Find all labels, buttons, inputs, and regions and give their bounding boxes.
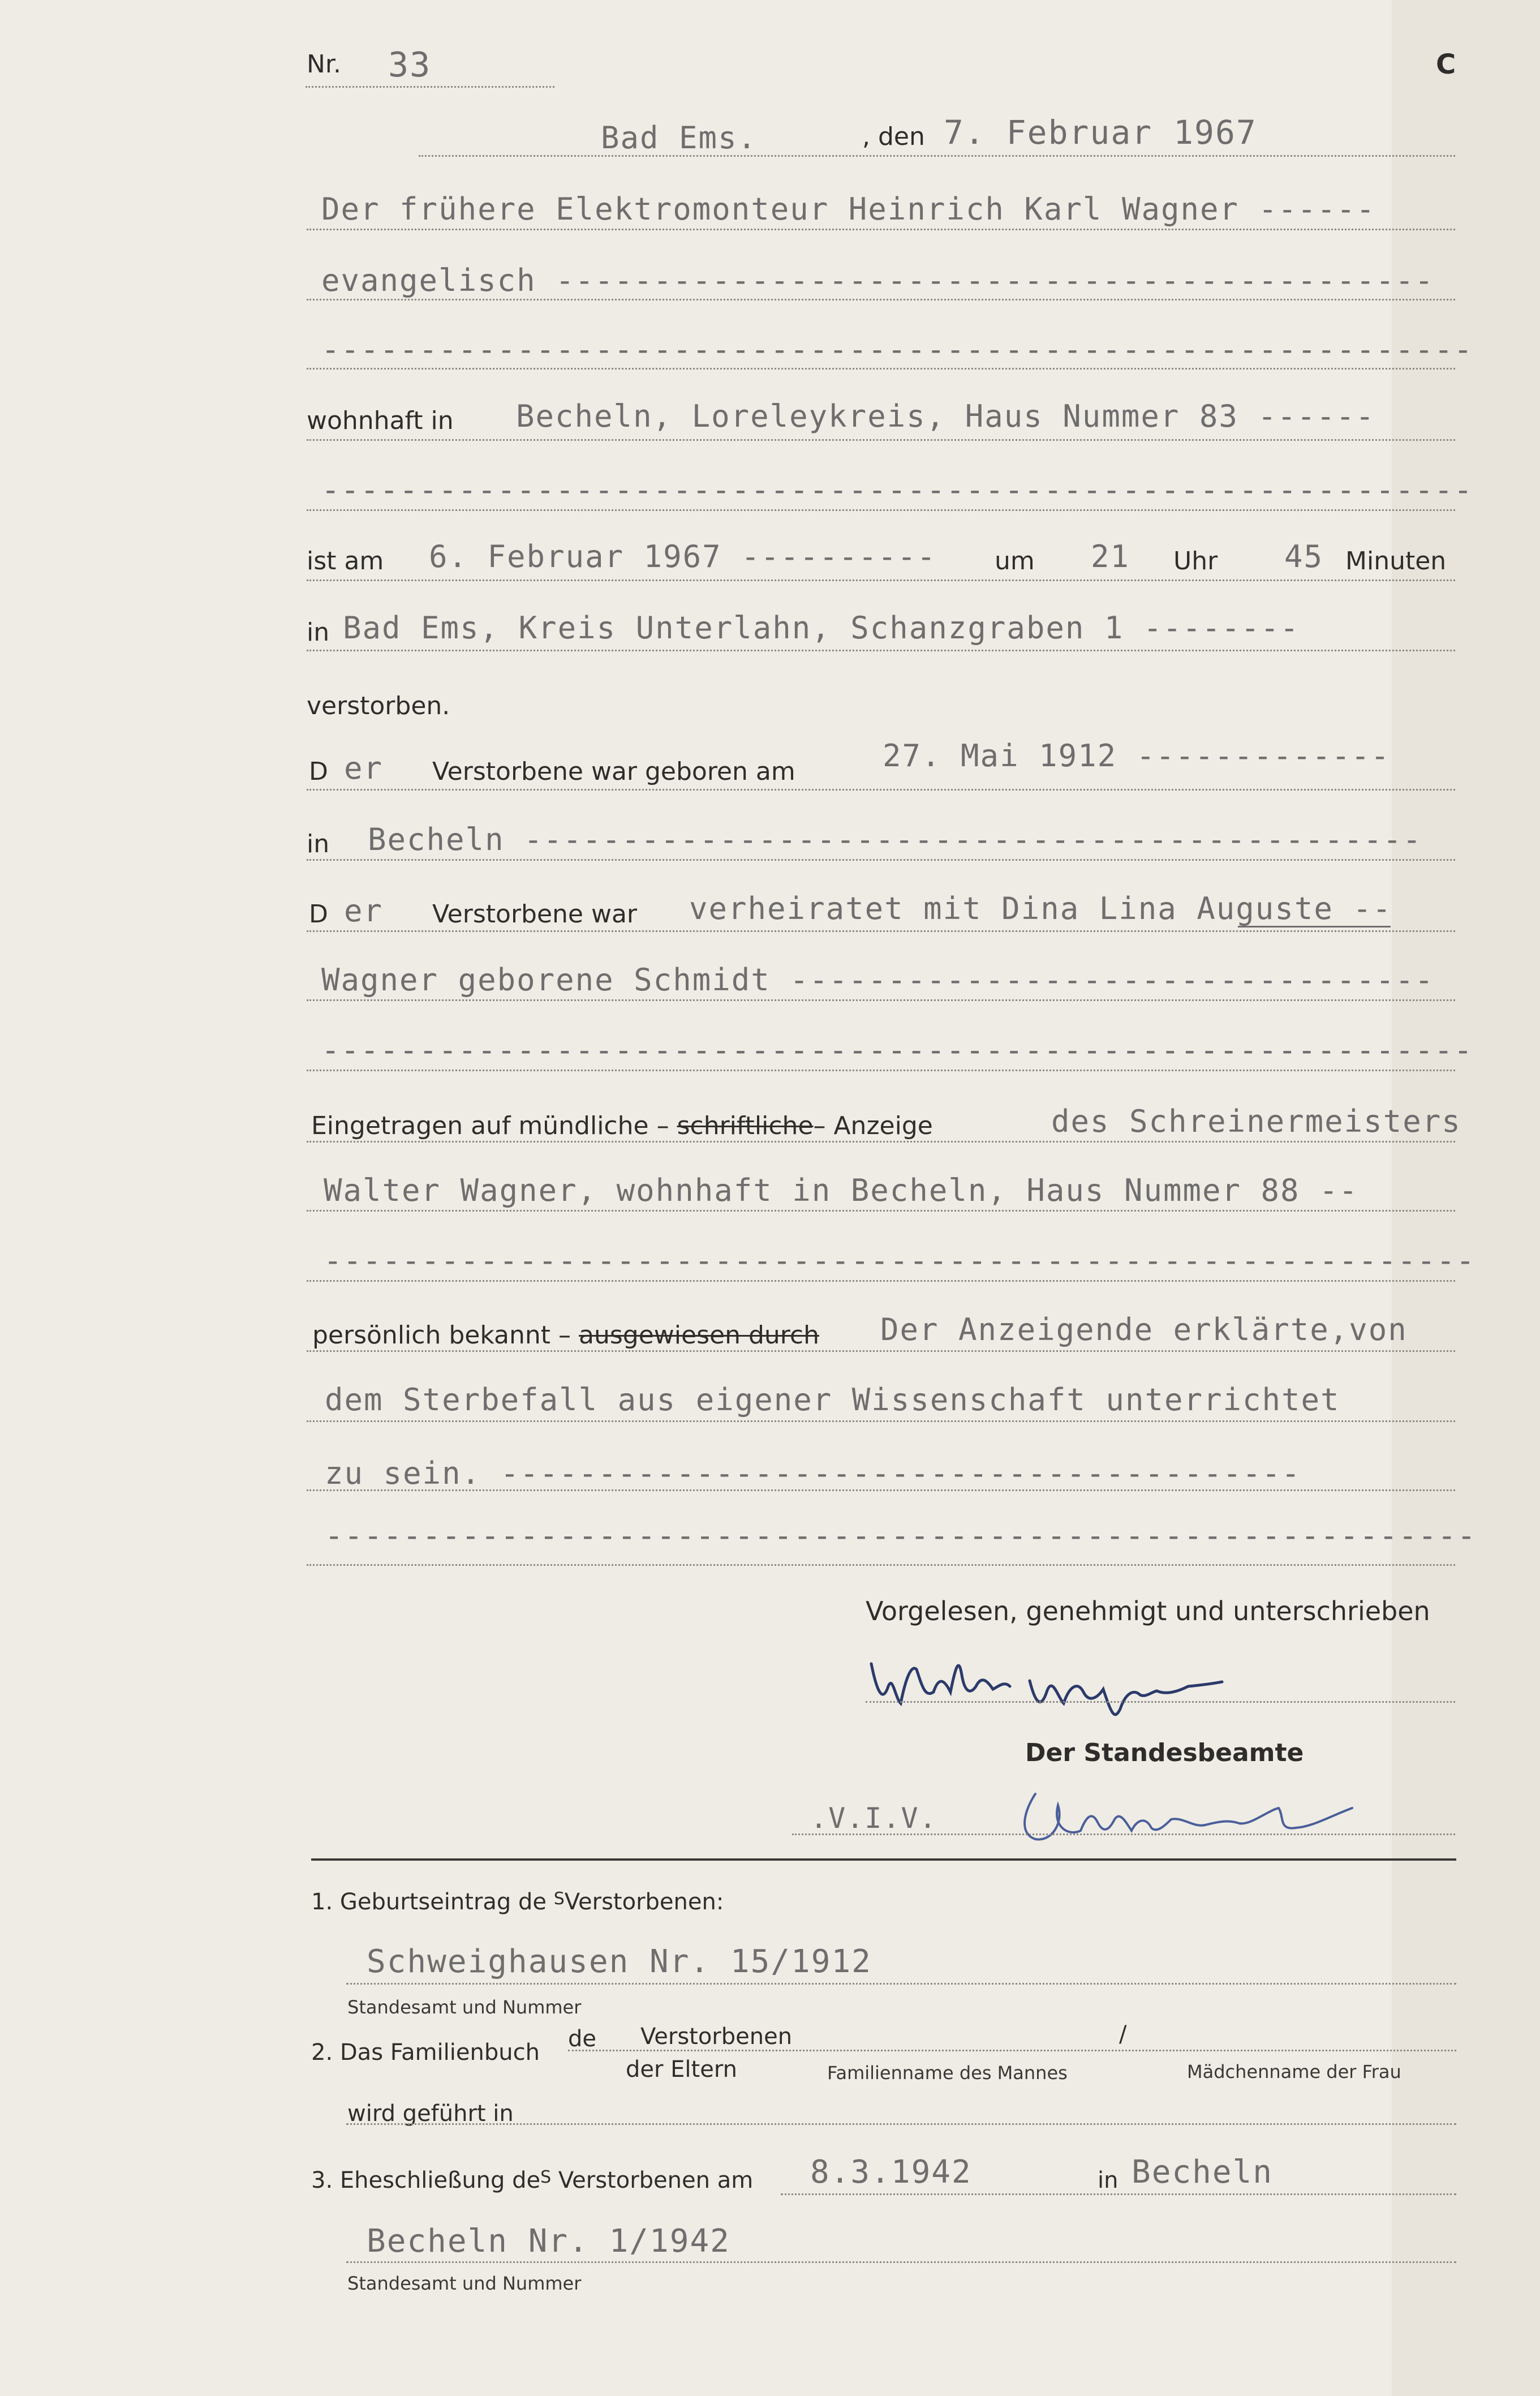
note-1-suffix: Verstorbenen: bbox=[564, 1889, 724, 1915]
note-2-label: 2. Das Familienbuch bbox=[311, 2039, 540, 2066]
marriage-value: verheiratet mit Dina Lina Auguste -- bbox=[689, 891, 1392, 926]
death-date: 6. Februar 1967 ---------- bbox=[429, 539, 937, 574]
note-3-in: in bbox=[1098, 2167, 1119, 2193]
note-3-s: S bbox=[540, 2167, 552, 2187]
registrar-signature bbox=[1013, 1777, 1386, 1850]
marriage-cont-1: Wagner geborene Schmidt --------------------------------- bbox=[321, 962, 1435, 998]
rule bbox=[792, 1834, 1455, 1835]
note-1-caption: Standesamt und Nummer bbox=[347, 1996, 582, 2018]
read-approved-label: Vorgelesen, genehmigt und unterschrieben bbox=[866, 1596, 1430, 1626]
witness-signature bbox=[860, 1641, 1290, 1726]
rule bbox=[307, 439, 1455, 441]
identity-value-4: ----------------------------------------------------------- bbox=[325, 1518, 1477, 1553]
note-1-label bbox=[311, 1889, 724, 1915]
identity-label bbox=[312, 1321, 819, 1350]
death-place: Bad Ems, Kreis Unterlahn, Schanzgraben 1 -------- bbox=[343, 610, 1300, 646]
birth-date: 27. Mai 1912 ------------- bbox=[883, 738, 1391, 774]
um-label: um bbox=[995, 547, 1035, 576]
rule bbox=[307, 650, 1455, 651]
identity-value-1: Der Anzeigende erklärte,von bbox=[880, 1312, 1408, 1347]
verstorben-label: verstorben. bbox=[307, 692, 450, 720]
known-label: persönlich bekannt – bbox=[312, 1321, 571, 1350]
note-1-s: S bbox=[553, 1889, 565, 1909]
person-line-2: evangelisch --------------------------------------------- bbox=[321, 263, 1435, 298]
rule bbox=[307, 930, 1455, 932]
note-3-place: Becheln bbox=[1132, 2154, 1274, 2191]
registration-label bbox=[311, 1111, 933, 1140]
marriage-cont-2: ----------------------------------------------------------- bbox=[321, 1032, 1474, 1068]
minuten-label: Minuten bbox=[1345, 547, 1447, 576]
identity-struck: ausgewiesen durch bbox=[579, 1321, 819, 1350]
rule bbox=[307, 368, 1455, 370]
corner-mark: C bbox=[1436, 49, 1456, 80]
note-2-verstorbenen: Verstorbenen bbox=[640, 2024, 793, 2050]
rule bbox=[568, 2050, 1456, 2051]
registration-value-1: des Schreinermeisters bbox=[1051, 1103, 1461, 1139]
note-3-prefix: 3. Eheschließung de bbox=[311, 2167, 541, 2193]
note-2-wife-caption: Mädchenname der Frau bbox=[1187, 2061, 1401, 2082]
person-line-3: ----------------------------------------------------------- bbox=[321, 332, 1474, 367]
birth-er: er bbox=[344, 750, 384, 786]
ist-am-label: ist am bbox=[307, 547, 384, 576]
nr-line bbox=[306, 86, 554, 88]
rule bbox=[307, 999, 1455, 1001]
marriage-label: Verstorbene war bbox=[432, 900, 638, 929]
rule bbox=[346, 1983, 1456, 1985]
note-2-eltern: der Eltern bbox=[626, 2056, 737, 2082]
rule bbox=[866, 1701, 1455, 1703]
note-3-suffix: Verstorbenen am bbox=[558, 2167, 754, 2193]
rule bbox=[346, 2123, 1456, 2125]
rule bbox=[307, 229, 1455, 230]
note-1-value: Schweighausen Nr. 15/1912 bbox=[367, 1943, 872, 1980]
registration-prefix: Eingetragen auf mündliche – bbox=[311, 1111, 669, 1140]
registration-suffix: – Anzeige bbox=[813, 1111, 933, 1140]
registrar-label: Der Standesbeamte bbox=[1025, 1738, 1304, 1767]
uhr-label: Uhr bbox=[1173, 547, 1218, 576]
rule bbox=[307, 1280, 1455, 1282]
nr-label: Nr. bbox=[307, 50, 341, 79]
auguste-underline bbox=[1238, 926, 1391, 928]
registration-struck: schriftliche bbox=[677, 1111, 814, 1140]
note-3-label bbox=[311, 2167, 753, 2193]
note-3-value: Becheln Nr. 1/1942 bbox=[367, 2223, 730, 2260]
marriage-er: er bbox=[344, 893, 384, 929]
rule bbox=[346, 2261, 1456, 2263]
rule bbox=[307, 1420, 1455, 1422]
note-3-caption: Standesamt und Nummer bbox=[347, 2273, 582, 2294]
rule bbox=[781, 2193, 1456, 2195]
rule bbox=[307, 579, 1455, 581]
rule bbox=[307, 1070, 1455, 1071]
section-divider bbox=[311, 1858, 1456, 1861]
note-2-gefuehrt: wird geführt in bbox=[347, 2101, 514, 2127]
wohnhaft-label: wohnhaft in bbox=[307, 406, 454, 435]
death-hour: 21 bbox=[1091, 539, 1130, 574]
iv-label: .V.I.V. bbox=[810, 1802, 937, 1835]
identity-value-2: dem Sterbefall aus eigener Wissenschaft unterrichtet bbox=[325, 1382, 1340, 1418]
registration-value-2: Walter Wagner, wohnhaft in Becheln, Haus Nummer 88 -- bbox=[324, 1173, 1359, 1208]
rule bbox=[307, 1564, 1455, 1566]
rule bbox=[307, 1489, 1455, 1491]
note-2-slash: / bbox=[1119, 2021, 1127, 2047]
place-value: Bad Ems. bbox=[601, 120, 758, 156]
person-line-1: Der frühere Elektromonteur Heinrich Karl Wagner ------ bbox=[321, 191, 1376, 227]
residence-value: Becheln, Loreleykreis, Haus Nummer 83 ------ bbox=[516, 398, 1375, 434]
marriage-d-label: D bbox=[309, 900, 328, 929]
note-1-prefix: 1. Geburtseintrag de bbox=[311, 1889, 547, 1915]
birth-label: Verstorbene war geboren am bbox=[432, 757, 795, 786]
identity-value-3: zu sein. ----------------------------------------- bbox=[325, 1455, 1301, 1491]
note-2-de: de bbox=[568, 2026, 596, 2052]
rule bbox=[307, 859, 1455, 861]
rule bbox=[307, 1210, 1455, 1212]
note-3-date: 8.3.1942 bbox=[810, 2154, 972, 2191]
nr-value: 33 bbox=[388, 45, 432, 85]
rule bbox=[307, 1141, 1455, 1143]
den-label: , den bbox=[862, 122, 925, 151]
in-label: in bbox=[307, 618, 330, 647]
birth-place: Becheln ---------------------------------------------- bbox=[368, 822, 1422, 857]
rule bbox=[307, 1350, 1455, 1352]
date-line bbox=[419, 155, 1455, 157]
registration-value-3: ----------------------------------------------------------- bbox=[324, 1243, 1476, 1278]
date-value: 7. Februar 1967 bbox=[944, 113, 1257, 152]
rule bbox=[307, 789, 1455, 791]
birth-d-label: D bbox=[309, 757, 328, 786]
rule bbox=[307, 299, 1455, 300]
death-minutes: 45 bbox=[1284, 539, 1324, 574]
rule bbox=[307, 509, 1455, 511]
note-2-husband-caption: Familienname des Mannes bbox=[827, 2062, 1068, 2084]
birth-in-label: in bbox=[307, 830, 330, 858]
residence-cont: ----------------------------------------------------------- bbox=[321, 472, 1474, 508]
